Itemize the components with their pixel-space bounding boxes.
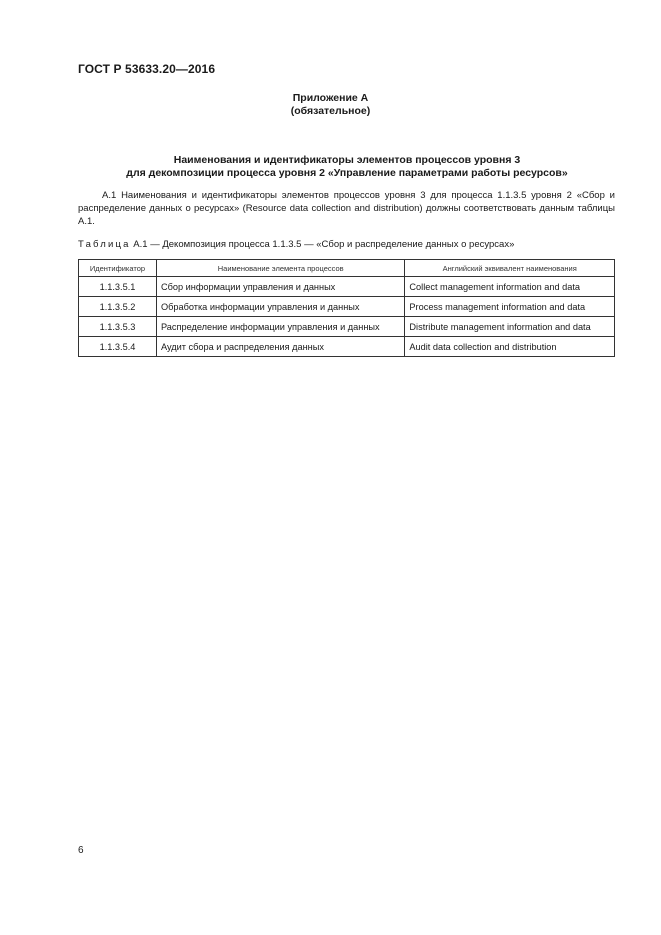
body-paragraph <box>78 189 615 228</box>
appendix-status: (обязательное) <box>290 105 371 117</box>
section-heading-line-2: для декомпозиции процесса уровня 2 «Управление параметрами работы ресурсов» <box>126 167 568 179</box>
cell-element-name: Сбор информации управления и данных <box>156 277 404 297</box>
table-caption <box>78 238 514 251</box>
section-heading <box>0 154 661 180</box>
cell-identifier: 1.1.3.5.3 <box>79 317 157 337</box>
body-paragraph-text: А.1 Наименования и идентификаторы элементов процессов уровня 3 для процесса 1.1.3.5 уровня 2 «Сбор и распределение данных о ресурсах» (Resource data collection and distribution) должны соответствовать данным таблицы А.1. <box>78 190 615 227</box>
table-row <box>79 317 615 337</box>
page-number: 6 <box>78 845 84 856</box>
cell-english-equivalent: Collect management information and data <box>405 277 615 297</box>
table-row <box>79 277 615 297</box>
appendix-header <box>0 92 661 118</box>
table-caption-text: А.1 — Декомпозиция процесса 1.1.3.5 — «Сбор и распределение данных о ресурсах» <box>133 239 515 250</box>
section-heading-line-1: Наименования и идентификаторы элементов процессов уровня 3 <box>173 154 521 166</box>
cell-element-name: Распределение информации управления и данных <box>156 317 404 337</box>
cell-english-equivalent: Audit data collection and distribution <box>405 337 615 357</box>
cell-element-name: Обработка информации управления и данных <box>156 297 404 317</box>
header-identifier: Идентификатор <box>79 260 157 277</box>
table-row <box>79 337 615 357</box>
cell-identifier: 1.1.3.5.1 <box>79 277 157 297</box>
table-row <box>79 297 615 317</box>
cell-english-equivalent: Distribute management information and data <box>405 317 615 337</box>
decomposition-table <box>78 259 615 357</box>
table-header-row <box>79 260 615 277</box>
document-code: ГОСТ Р 53633.20—2016 <box>78 62 216 76</box>
cell-identifier: 1.1.3.5.2 <box>79 297 157 317</box>
cell-element-name: Аудит сбора и распределения данных <box>156 337 404 357</box>
cell-identifier: 1.1.3.5.4 <box>79 337 157 357</box>
appendix-title: Приложение А <box>292 92 369 104</box>
cell-english-equivalent: Process management information and data <box>405 297 615 317</box>
table-caption-label: Таблица <box>78 239 131 250</box>
header-english-equivalent: Английский эквивалент наименования <box>405 260 615 277</box>
header-element-name: Наименование элемента процессов <box>156 260 404 277</box>
